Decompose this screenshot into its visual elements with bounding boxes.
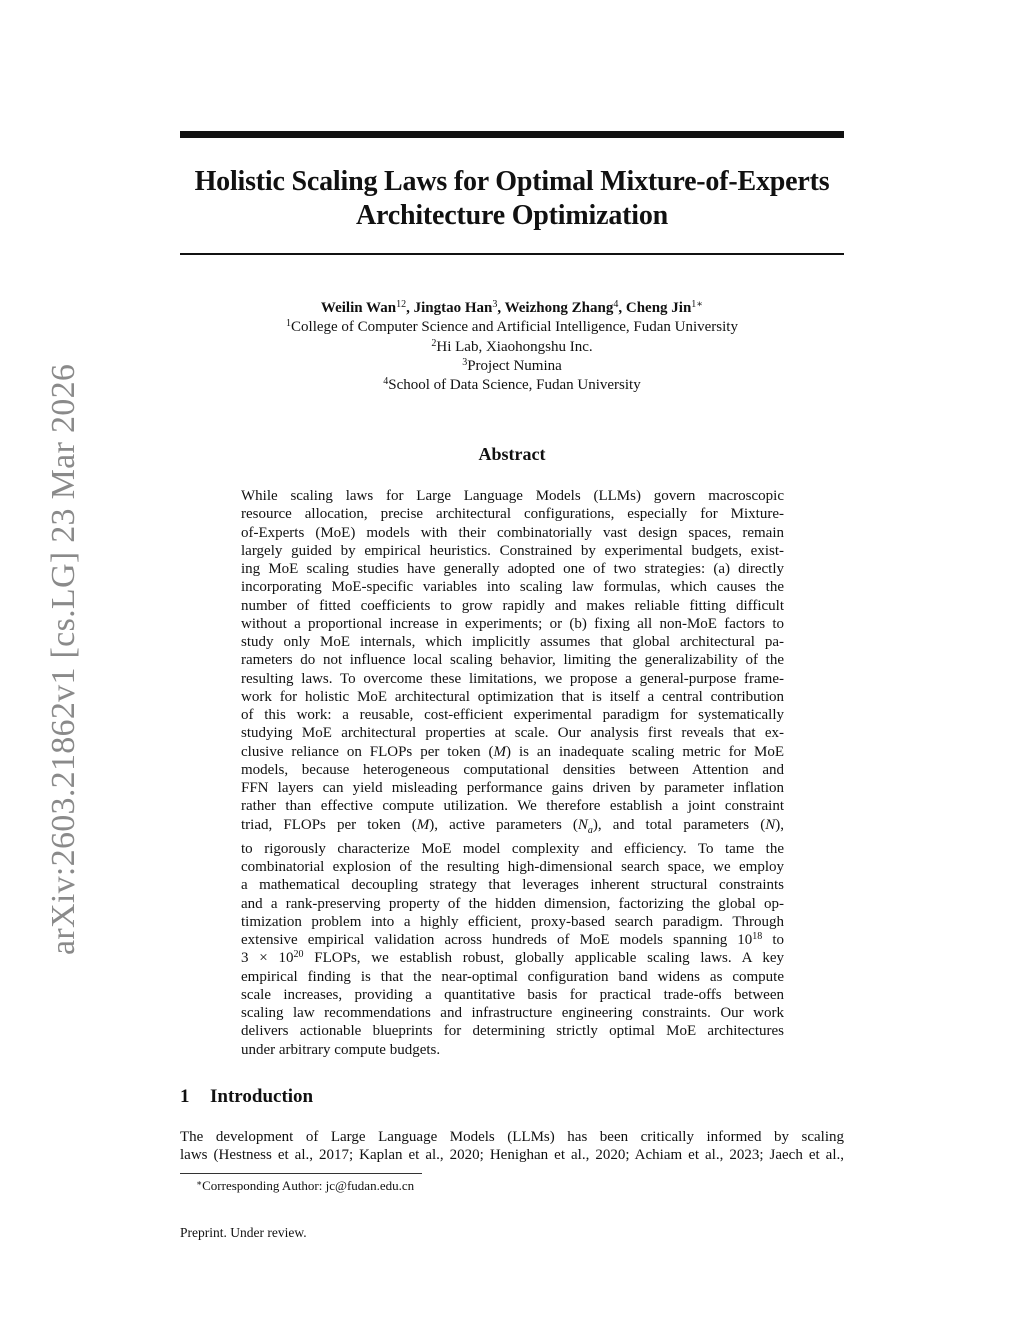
intro-line: laws (Hestness et al., 2017; Kaplan et al., 2020; Henighan et al., 2020; Achiam et al., 2023; Jaech et al., (180, 1147, 844, 1164)
abstract-line: FFN layers can yield misleading performance gains driven by parameter inflation (241, 780, 784, 796)
abstract-line (241, 743, 784, 761)
abstract-line: under arbitrary compute budgets. (241, 1041, 441, 1058)
affiliation-4 (180, 376, 844, 395)
math-symbol: M (416, 816, 430, 833)
affiliation-text: School of Data Science, Fudan University (388, 377, 641, 394)
affiliation-text: Project Numina (467, 357, 562, 374)
abstract-line: combinatorial explosion of the resulting high-dimensional search space, we employ (241, 859, 784, 875)
author-name: Weizhong Zhang (504, 300, 614, 316)
preprint-note: Preprint. Under review. (180, 1225, 307, 1240)
math-symbol: N (765, 816, 776, 833)
paper-title (180, 165, 844, 233)
affiliation-sup: 4 (383, 376, 389, 388)
footnote-rule (180, 1173, 422, 1174)
abstract-line: incorporating MoE-specific variables into scaling law formulas, which causes the (241, 579, 784, 596)
abstract-line (241, 816, 784, 840)
title-line-1: Holistic Scaling Laws for Optimal Mixture-of-Experts (194, 166, 830, 197)
author-name: Cheng Jin (625, 300, 692, 316)
author-block (180, 299, 844, 395)
text-run: extensive empirical validation across hundreds of MoE models spanning 10 (241, 932, 753, 948)
exponent: 20 (293, 949, 304, 961)
author-separator: , (497, 300, 505, 316)
intro-line: The development of Large Language Models (LLMs) has been critically informed by scaling (180, 1129, 844, 1145)
math-symbol: N (577, 816, 588, 833)
title-bottom-rule (180, 253, 844, 255)
abstract-line: delivers actionable blueprints for determining strictly optimal MoE architectures (241, 1023, 784, 1040)
footnote-mark: ∗ (196, 1178, 203, 1188)
affiliation-sup: 1 (286, 318, 292, 330)
abstract-line (241, 949, 784, 967)
abstract-line: number of fitted coefficients to grow rapidly and makes reliable fitting difficult (241, 597, 784, 614)
author-sup: 3 (492, 299, 498, 310)
text-run: to (762, 932, 785, 948)
author-name: Weilin Wan (320, 300, 397, 316)
abstract-line: ing MoE scaling studies have generally adopted one of two strategies: (a) directly (241, 561, 784, 577)
affiliation-2 (180, 338, 844, 357)
math-subscript: a (587, 824, 593, 836)
abstract-line: timization problem into a highly efficient, proxy-based search paradigm. Through (241, 913, 784, 930)
abstract-line: a mathematical decoupling strategy that leverages inherent structural constraints (241, 877, 784, 894)
abstract-line (241, 931, 784, 949)
abstract-line: resource allocation, precise architectural configurations, especially for Mixture- (241, 506, 784, 523)
abstract-line: study only MoE internals, which implicitly assumes that global architectural pa- (241, 634, 784, 650)
exponent: 18 (752, 931, 763, 942)
text-run: triad, FLOPs per token ( (241, 816, 417, 833)
affiliation-3 (180, 357, 844, 376)
abstract-line: empirical finding is that the near-optimal configuration band widens as compute (241, 968, 784, 985)
footnote (196, 1178, 414, 1194)
text-run: ), active parameters ( (429, 816, 578, 833)
abstract-line: to rigorously characterize MoE model complexity and efficiency. To tame the (241, 840, 784, 857)
title-line-2: Architecture Optimization (355, 200, 668, 231)
affiliation-1 (180, 318, 844, 337)
abstract-line: rather than effective compute utilization. We therefore establish a joint constraint (241, 798, 784, 815)
text-run: 3 × 10 (241, 950, 294, 967)
text-run: FLOPs, we establish robust, globally applicable scaling laws. A key (303, 950, 784, 967)
section-heading (180, 1085, 313, 1109)
intro-body (180, 1128, 844, 1165)
math-symbol: M (493, 743, 507, 760)
abstract-line: models, because heterogeneous computational densities between Attention and (241, 761, 784, 778)
abstract-line: largely guided by empirical heuristics. Constrained by experimental budgets, exist- (241, 542, 784, 559)
abstract-line: without a proportional increase in experiments; or (b) fixing all non-MoE factors to (241, 615, 784, 632)
abstract-line: scaling law recommendations and infrastructure engineering constraints. Our work (241, 1005, 784, 1021)
author-separator: , (618, 300, 626, 316)
abstract-heading: Abstract (478, 444, 546, 464)
text-run: ), (775, 816, 785, 833)
abstract-line: of-Experts (MoE) models with their combinatorially vast design spaces, remain (241, 524, 784, 541)
abstract-line: rameters do not influence local scaling behavior, limiting the generalizability of the (241, 652, 784, 669)
author-sup: 12 (396, 299, 407, 310)
affiliation-text: Hi Lab, Xiaohongshu Inc. (436, 338, 593, 355)
abstract-line: work for holistic MoE architectural optimization that is itself a central contribution (241, 688, 784, 705)
text-run: ) is an inadequate scaling metric for MoE (506, 743, 784, 760)
abstract-line: studying MoE architectural properties at scale. Our analysis first reveals that ex- (241, 725, 784, 742)
abstract-line: scale increases, providing a quantitative basis for practical trade-offs between (241, 986, 784, 1003)
text-run: ), and total parameters ( (592, 816, 766, 833)
affiliation-sup: 3 (462, 356, 468, 368)
author-name: Jingtao Han (413, 300, 493, 316)
footnote-text: Corresponding Author: jc@fudan.edu.cn (202, 1178, 415, 1193)
author-names (180, 299, 844, 318)
affiliation-sup: 2 (431, 337, 437, 349)
abstract-line: While scaling laws for Large Language Models (LLMs) govern macroscopic (241, 488, 784, 504)
author-separator: , (406, 300, 414, 316)
abstract-line: resulting laws. To overcome these limitations, we propose a general-purpose frame- (241, 670, 784, 687)
author-sup: 1∗ (691, 299, 704, 310)
affiliation-text: College of Computer Science and Artificial Intelligence, Fudan University (291, 319, 738, 336)
arxiv-stamp: arXiv:2603.21862v1 [cs.LG] 23 Mar 2026 (45, 363, 82, 955)
text-run: clusive reliance on FLOPs per token ( (241, 743, 494, 760)
abstract-line: and a rank-preserving property of the hidden dimension, factorizing the global op- (241, 895, 784, 912)
author-sup: 4 (613, 299, 619, 310)
abstract-line: of this work: a reusable, cost-efficient experimental paradigm for systematically (241, 707, 784, 723)
section-number: 1 (180, 1086, 190, 1107)
section-title: Introduction (210, 1086, 314, 1107)
abstract-body (241, 487, 784, 1059)
title-top-rule (180, 131, 844, 138)
